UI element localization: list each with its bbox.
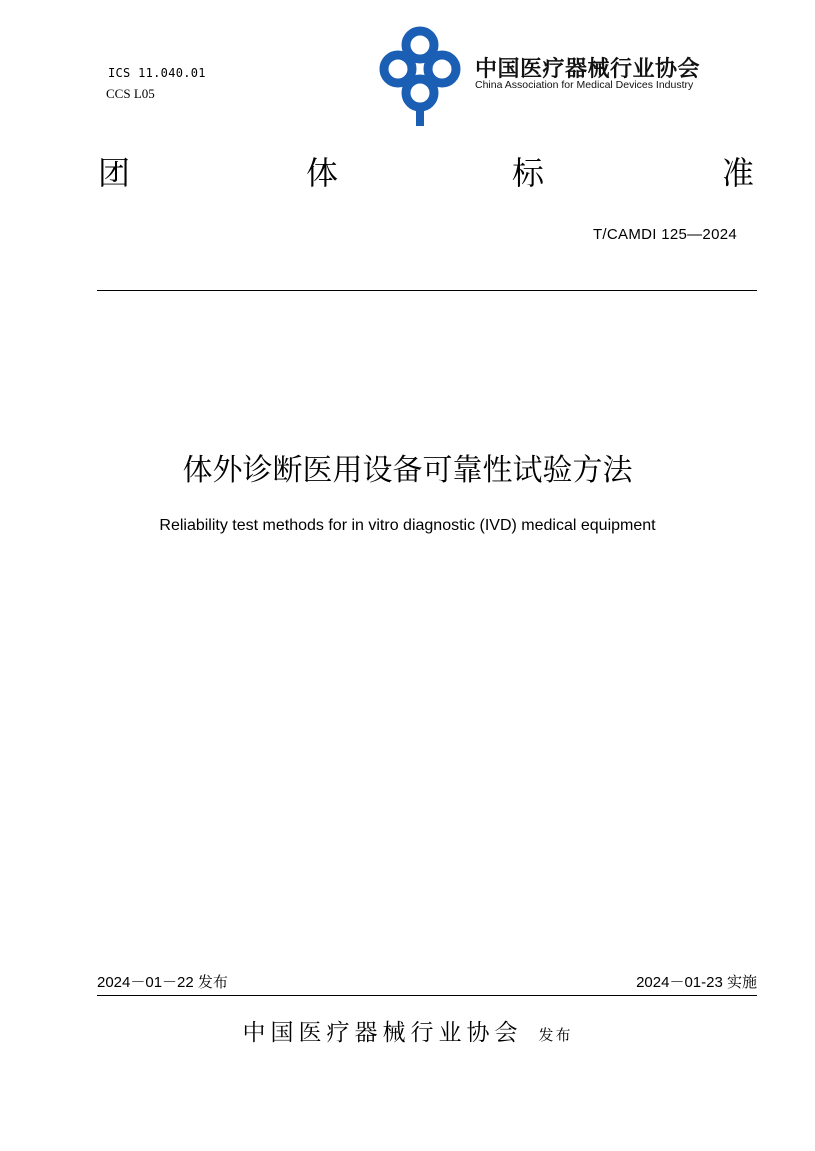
publish-date: 2024－01－22 发布 bbox=[97, 974, 228, 991]
footer-divider bbox=[97, 995, 757, 996]
organization-name-en: China Association for Medical Devices Industry bbox=[475, 79, 694, 91]
organization-name-cn: 中国医疗器械行业协会 bbox=[475, 57, 701, 82]
standard-type-char: 团 bbox=[98, 154, 131, 192]
issuer-suffix: 发布 bbox=[538, 1026, 573, 1044]
implement-date: 2024－01-23 实施 bbox=[636, 974, 757, 991]
standard-number: T/CAMDI 125—2024 bbox=[592, 226, 737, 243]
standard-type-char: 体 bbox=[306, 154, 339, 192]
ccs-code: CCS L05 bbox=[106, 86, 155, 101]
header-divider bbox=[97, 290, 757, 291]
issuer-name: 中国医疗器械行业协会 bbox=[242, 1020, 523, 1046]
organization-logo-icon bbox=[376, 22, 464, 128]
standard-type-char: 标 bbox=[512, 154, 545, 192]
title-cn: 体外诊断医用设备可靠性试验方法 bbox=[182, 453, 633, 488]
title-en: Reliability test methods for in vitro diagnostic (IVD) medical equipment bbox=[159, 517, 656, 534]
standard-type-char: 准 bbox=[722, 154, 755, 192]
issuer bbox=[0, 1014, 815, 1047]
ics-code: ICS 11.040.01 bbox=[108, 66, 206, 80]
